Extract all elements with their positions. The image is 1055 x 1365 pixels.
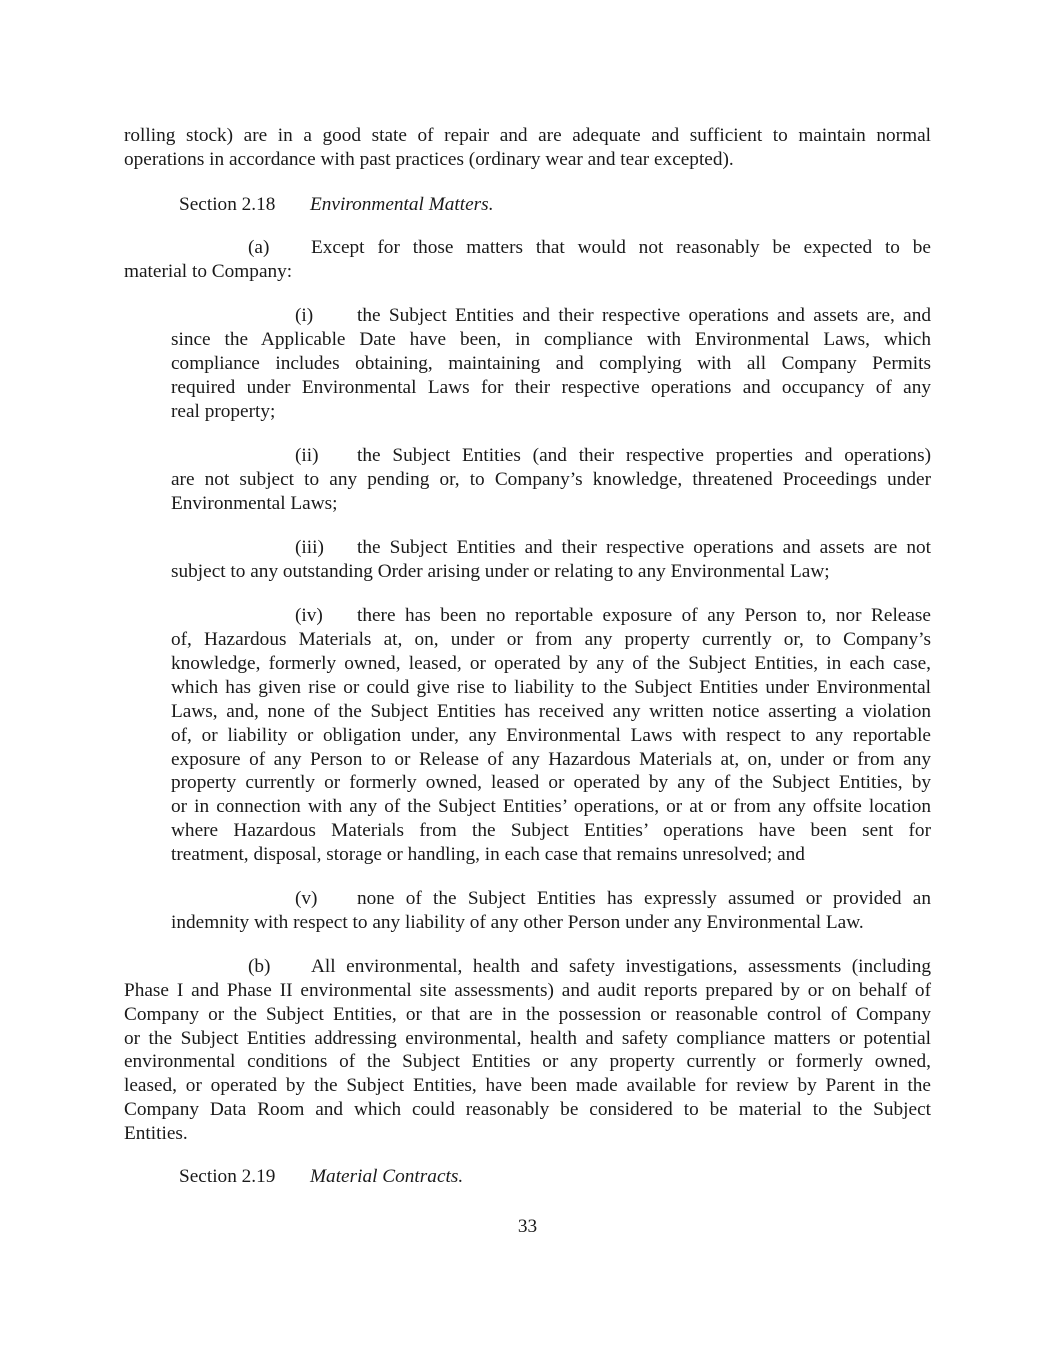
section-title-period: . (488, 194, 494, 215)
para-a-first-line: Except for those matters that would not reasonably be expected to be (311, 237, 931, 258)
intro-line: rolling stock) are in a good state of repair and are adequate and sufficient to maintain normal (124, 125, 931, 146)
item-i-line: compliance includes obtaining, maintaining and complying with all Company Permits (171, 353, 931, 374)
item-i-line: real property; (171, 401, 276, 422)
item-i-label: (i) (295, 305, 314, 326)
item-iv-line: or in connection with any of the Subject Entities’ operations, or at or from any offsite location (171, 796, 931, 817)
item-iv-line: which has given rise or could give rise to liability to the Subject Entities under Environmental (171, 677, 931, 698)
item-ii-line: Environmental Laws; (171, 493, 338, 514)
item-v-first-line: none of the Subject Entities has expressly assumed or provided an (357, 888, 931, 909)
para-b-first-line: All environmental, health and safety investigations, assessments (including (311, 956, 931, 977)
item-iv-line: exposure of any Person to or Release of any Hazardous Materials at, on, under or from any (171, 749, 931, 770)
item-ii-line: are not subject to any pending or, to Company’s knowledge, threatened Proceedings under (171, 469, 931, 490)
item-iv-line: treatment, disposal, storage or handling, in each case that remains unresolved; and (171, 844, 805, 865)
para-b-line: environmental conditions of the Subject Entities or any property currently or formerly owned, (124, 1051, 931, 1072)
para-b-line: Company Data Room and which could reasonably be considered to be material to the Subject (124, 1099, 931, 1120)
section-number: Section 2.19 (179, 1166, 276, 1187)
item-i-line: required under Environmental Laws for their respective operations and occupancy of any (171, 377, 931, 398)
para-b-line: leased, or operated by the Subject Entities, have been made available for review by Parent in the (124, 1075, 931, 1096)
item-iii-first-line: the Subject Entities and their respective operations and assets are not (357, 537, 931, 558)
section-number: Section 2.18 (179, 194, 276, 215)
intro-line: operations in accordance with past practices (ordinary wear and tear excepted). (124, 149, 734, 170)
section-heading-2-19 (179, 1165, 464, 1189)
para-a-label: (a) (248, 237, 270, 258)
item-i-line: since the Applicable Date have been, in compliance with Environmental Laws, which (171, 329, 931, 350)
item-iii-line: subject to any outstanding Order arising under or relating to any Environmental Law; (171, 561, 830, 582)
para-b-line: or the Subject Entities addressing environmental, health and safety compliance matters or potential (124, 1028, 931, 1049)
item-v-line: indemnity with respect to any liability of any other Person under any Environmental Law. (171, 912, 864, 933)
item-iv-line: knowledge, formerly owned, leased, or operated by any of the Subject Entities, in each case, (171, 653, 931, 674)
para-b-line: Company or the Subject Entities, or that are in the possession or reasonable control of Company (124, 1004, 931, 1025)
page-number: 33 (517, 1216, 538, 1237)
section-heading-2-18 (179, 193, 494, 217)
para-b-label: (b) (248, 956, 271, 977)
item-iii-label: (iii) (295, 537, 324, 558)
item-iv-line: of, Hazardous Materials at, on, under or from any property currently or, to Company’s (171, 629, 931, 650)
item-iv-line: property currently or formerly owned, leased or operated by any of the Subject Entities, by (171, 772, 931, 793)
section-title: Material Contracts (310, 1166, 459, 1187)
item-iv-line: where Hazardous Materials from the Subject Entities’ operations have been sent for (171, 820, 931, 841)
item-iv-line: Laws, and, none of the Subject Entities has received any written notice asserting a violation (171, 701, 931, 722)
item-iv-first-line: there has been no reportable exposure of any Person to, nor Release (357, 605, 931, 626)
item-i-first-line: the Subject Entities and their respective operations and assets are, and (357, 305, 931, 326)
para-b-line: Phase I and Phase II environmental site assessments) and audit reports prepared by or on behalf of (124, 980, 931, 1001)
item-ii-label: (ii) (295, 445, 319, 466)
item-v-label: (v) (295, 888, 318, 909)
item-iv-label: (iv) (295, 605, 323, 626)
item-ii-first-line: the Subject Entities (and their respective properties and operations) (357, 445, 931, 466)
section-title: Environmental Matters (310, 194, 489, 215)
section-title-period: . (458, 1166, 464, 1187)
item-iv-line: of, or liability or obligation under, any Environmental Laws with respect to any reportable (171, 725, 931, 746)
para-a-line: material to Company: (124, 261, 293, 282)
para-b-line: Entities. (124, 1123, 188, 1144)
